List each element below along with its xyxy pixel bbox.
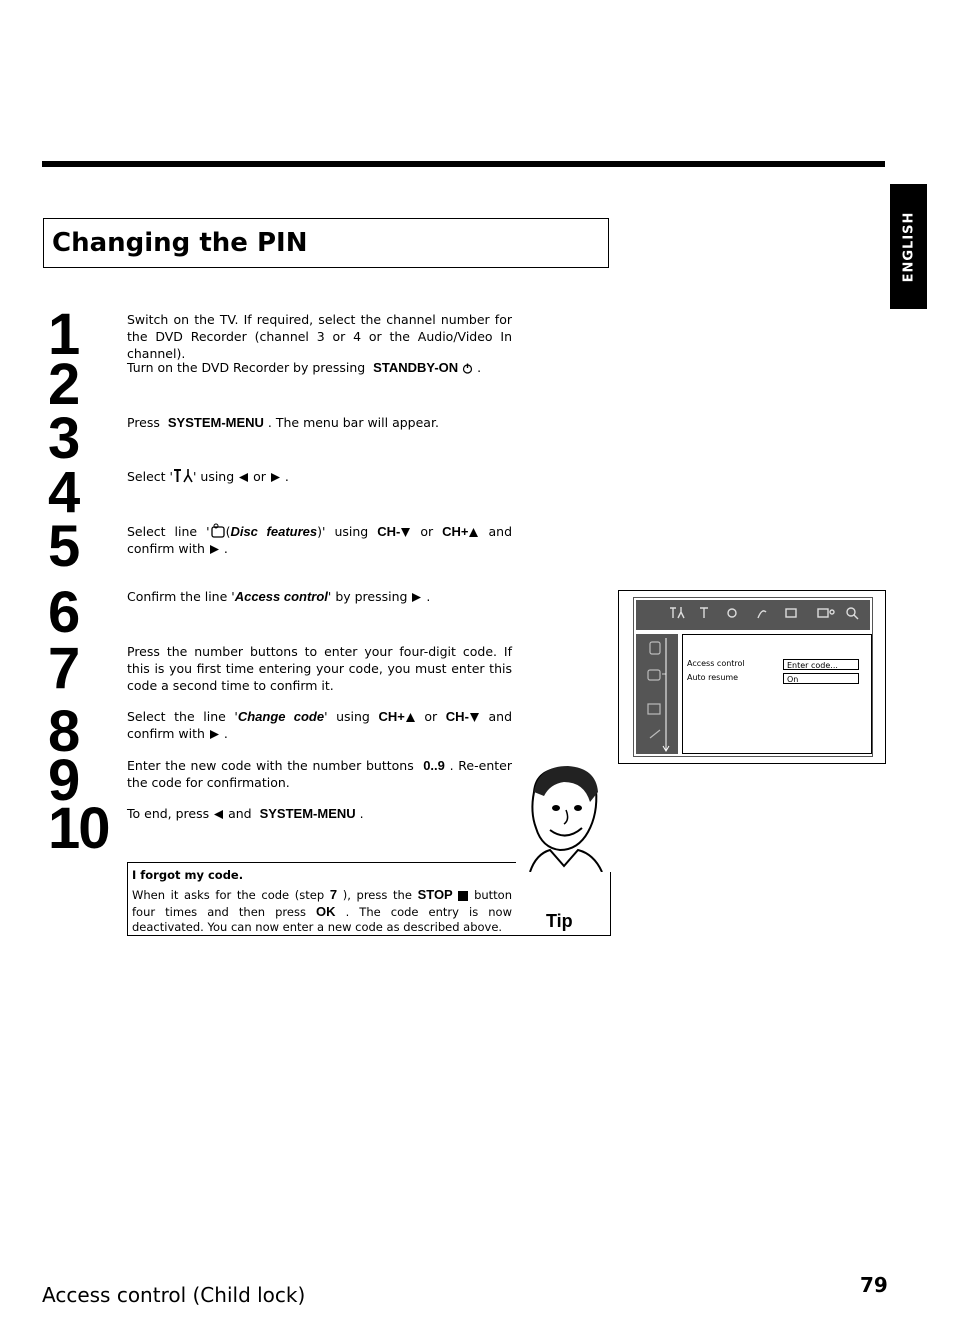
step-4-text: Select ' ' using or .	[127, 469, 289, 484]
right-arrow-icon	[209, 544, 220, 555]
osd-row-label: Auto resume	[687, 673, 739, 682]
footer-section-title: Access control (Child lock)	[42, 1283, 306, 1307]
mascot-illustration	[516, 762, 612, 872]
osd-row-value: On	[783, 673, 859, 684]
language-tab	[890, 184, 927, 309]
osd-row-value: Enter code...	[783, 659, 859, 670]
title-box	[43, 218, 609, 268]
down-arrow-icon	[469, 712, 480, 723]
step-7-text: Press the number buttons to enter your four-digit code. If this is you first time entering your code, you must enter this code a second time to confirm it.	[127, 644, 512, 693]
step-number: 2	[48, 352, 79, 417]
right-arrow-icon	[411, 592, 422, 603]
osd-side-icons	[636, 634, 678, 754]
system-menu-key: SYSTEM-MENU	[259, 806, 356, 821]
step-number: 3	[48, 406, 79, 471]
step-10-text: To end, press and SYSTEM-MENU .	[127, 806, 364, 821]
tip-label: Tip	[546, 911, 573, 931]
step-2-text: Turn on the DVD Recorder by pressing STANDBY-ON .	[127, 360, 482, 375]
osd-frame	[633, 597, 873, 757]
osd-row-label: Access control	[687, 659, 745, 668]
step-number: 9	[48, 748, 79, 813]
tip-box	[127, 862, 611, 936]
step-number: 6	[48, 580, 79, 645]
step-number: 5	[48, 514, 79, 579]
page-number: 79	[860, 1273, 888, 1297]
tools-icon	[173, 468, 193, 483]
step-3-text: Press SYSTEM-MENU . The menu bar will appear.	[127, 415, 439, 430]
step-9-text: Enter the new code with the number buttons 0..9 . Re-enter the code for confirmation.	[127, 758, 512, 790]
osd-screen-illustration	[618, 590, 886, 764]
step-1-text: Switch on the TV. If required, select the channel number for the DVD Recorder (channel 3 or 4 or the Audio/Video In channel).	[127, 312, 512, 361]
osd-menu-bar	[636, 600, 870, 630]
up-arrow-icon	[468, 527, 479, 538]
language-label: ENGLISH	[901, 211, 916, 282]
osd-left-column	[636, 634, 678, 754]
mascot-face-icon	[516, 762, 612, 872]
step-number: 7	[48, 636, 79, 701]
stop-icon	[458, 891, 468, 901]
step-number: 8	[48, 699, 79, 764]
step-number: 1	[48, 302, 79, 367]
step-number: 4	[48, 460, 79, 525]
left-arrow-icon	[238, 472, 249, 483]
step-5-text: Select line ' (Disc features)' using CH- or CH+ and confirm with .	[127, 524, 512, 556]
standby-on-key: STANDBY-ON	[373, 360, 459, 375]
step-6-text: Confirm the line 'Access control' by pressing .	[127, 589, 431, 604]
disc-features-icon	[210, 523, 226, 538]
system-menu-key: SYSTEM-MENU	[167, 415, 264, 430]
left-arrow-icon	[213, 809, 224, 820]
page-title: Changing the PIN	[52, 228, 308, 258]
osd-menu-icons	[636, 600, 870, 630]
step-number: 10	[48, 796, 109, 861]
right-arrow-icon	[209, 729, 220, 740]
step-8-text: Select the line 'Change code' using CH+ or CH- and confirm with .	[127, 709, 513, 741]
power-icon	[462, 363, 473, 374]
top-rule	[42, 161, 885, 167]
osd-settings-panel	[682, 634, 872, 754]
tip-text: When it asks for the code (step 7 ), press the STOP button four times and then press OK . The code entry is now deactivated. You can now enter a new code as described above.	[132, 887, 512, 934]
right-arrow-icon	[270, 472, 281, 483]
down-arrow-icon	[400, 527, 411, 538]
up-arrow-icon	[405, 712, 416, 723]
tip-title: I forgot my code.	[132, 868, 244, 882]
